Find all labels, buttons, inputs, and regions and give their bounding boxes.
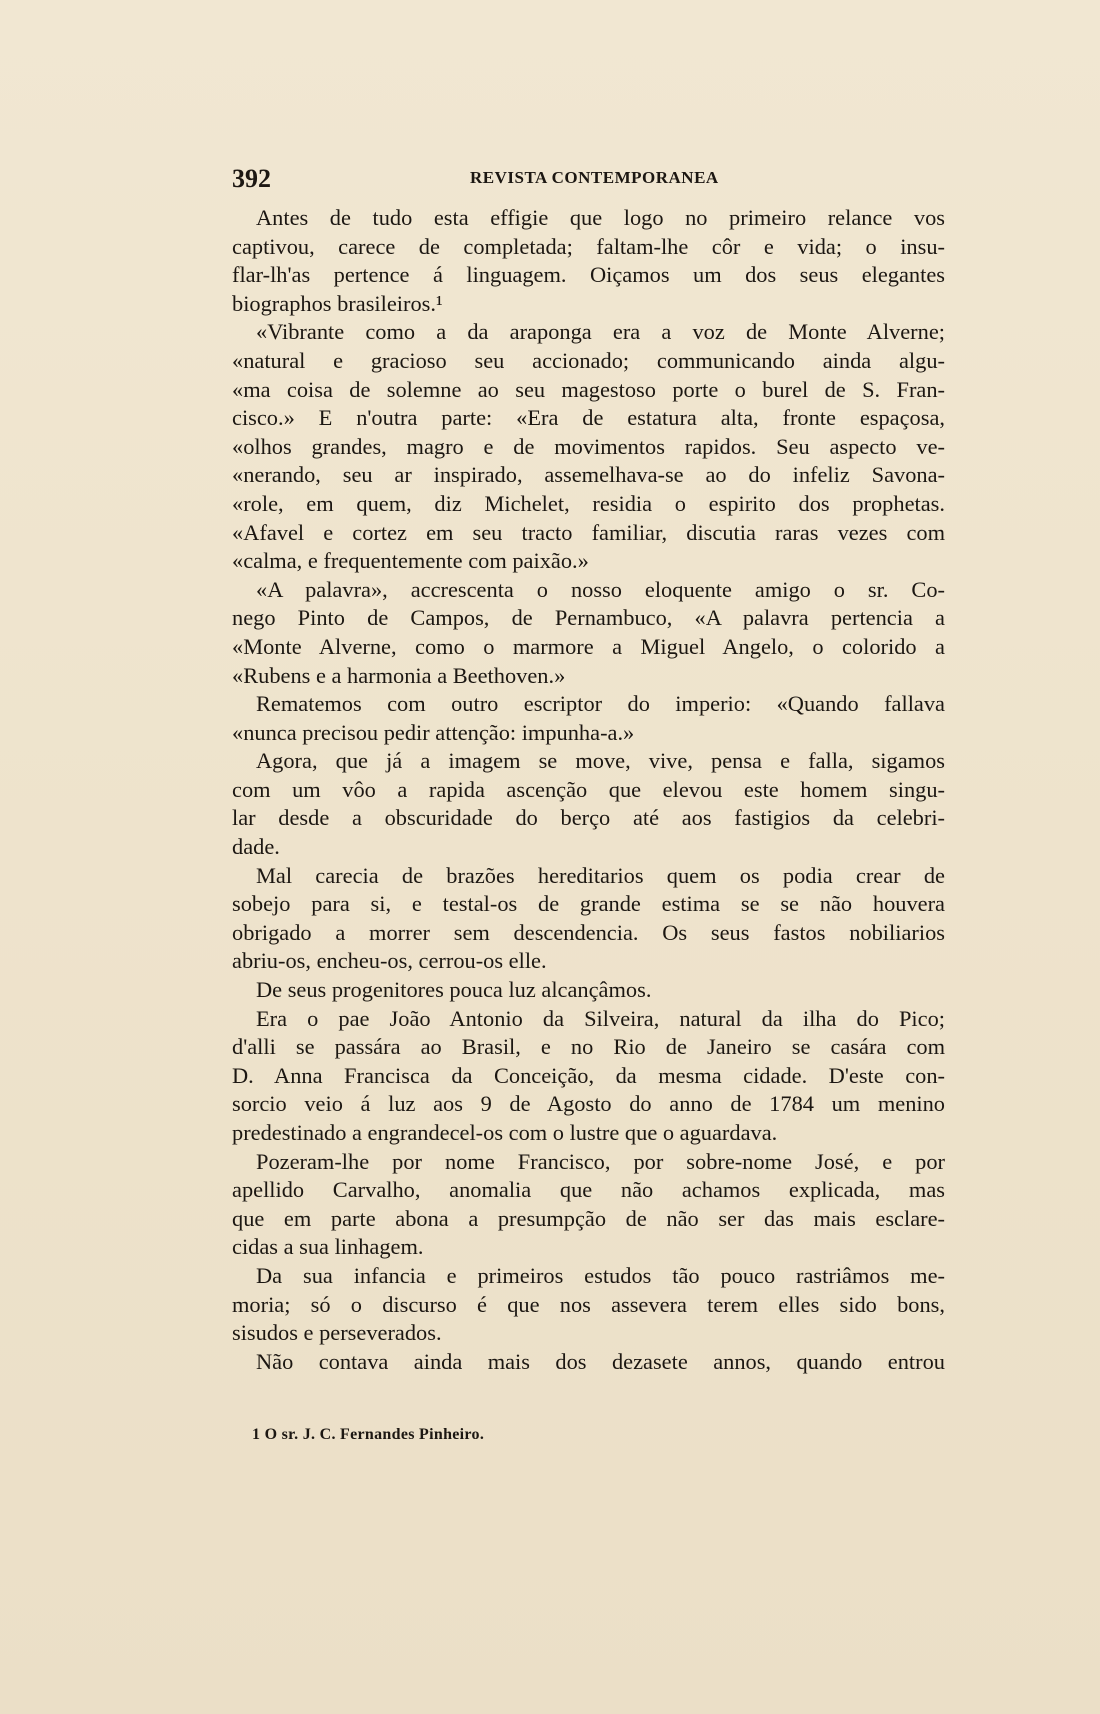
text-line: predestinado a engrandecel-os com o lustre que o aguardava. <box>232 1120 778 1145</box>
text-line: «Rubens e a harmonia a Beethoven.» <box>232 662 566 688</box>
page-number: 392 <box>232 164 271 193</box>
text-line: Era o pae João Antonio da Silveira, natural da ilha do Pico; <box>256 1005 945 1031</box>
text-line: «ma coisa de solemne ao seu magestoso porte o burel de S. Fran- <box>232 376 945 402</box>
text-line: «A palavra», accrescenta o nosso eloquente amigo o sr. Co- <box>256 576 945 602</box>
text-line: Da sua infancia e primeiros estudos tão pouco rastriâmos me- <box>256 1262 945 1288</box>
text-line: «nunca precisou pedir attenção: impunha-a.» <box>232 719 635 745</box>
text-line: De seus progenitores pouca luz alcançâmos. <box>256 977 652 1003</box>
text-line: «nerando, seu ar inspirado, assemelhava-se ao do infeliz Savona- <box>232 462 945 488</box>
text-line: Pozeram-lhe por nome Francisco, por sobre-nome José, e por <box>256 1148 945 1174</box>
text-line: «olhos grandes, magro e de movimentos rapidos. Seu aspecto ve- <box>232 433 945 459</box>
text-line: Antes de tudo esta effigie que logo no primeiro relance vos <box>256 205 945 230</box>
text-line: «Vibrante como a da araponga era a voz de Monte Alverne; <box>256 319 945 345</box>
text-line: lar desde a obscuridade do berço até aos fastigios da celebri- <box>232 805 945 831</box>
footnote: 1 O sr. J. C. Fernandes Pinheiro. <box>252 1426 485 1443</box>
text-line: Não contava ainda mais dos dezasete annos, quando entrou <box>256 1348 945 1374</box>
text-line: que em parte abona a presumpção de não ser das mais esclare- <box>232 1205 945 1231</box>
text-line: sisudos e perseverados. <box>232 1320 442 1346</box>
body-text <box>232 204 945 1376</box>
text-line: «Afavel e cortez em seu tracto familiar, discutia raras vezes com <box>232 519 945 545</box>
text-line: nego Pinto de Campos, de Pernambuco, «A palavra pertencia a <box>232 605 945 631</box>
text-line: com um vôo a rapida ascenção que elevou este homem singu- <box>232 776 945 802</box>
text-line: captivou, carece de completada; faltam-lhe côr e vida; o insu- <box>232 233 945 259</box>
text-line: flar-lh'as pertence á linguagem. Oiçamos um dos seus elegantes <box>232 262 945 288</box>
text-line: Agora, que já a imagem se move, vive, pensa e falla, sigamos <box>256 748 945 774</box>
text-line: dade. <box>232 834 280 860</box>
text-line: biographos brasileiros.¹ <box>232 290 443 316</box>
text-line: Rematemos com outro escriptor do imperio: «Quando fallava <box>256 691 945 717</box>
text-line: D. Anna Francisca da Conceição, da mesma cidade. D'este con- <box>232 1062 945 1088</box>
text-line: sorcio veio á luz aos 9 de Agosto do anno de 1784 um menino <box>232 1091 945 1117</box>
text-line: «role, em quem, diz Michelet, residia o espirito dos prophetas. <box>232 490 945 516</box>
text-line: «natural e gracioso seu accionado; communicando ainda algu- <box>232 347 945 373</box>
page-header <box>232 164 945 194</box>
text-line: «calma, e frequentemente com paixão.» <box>232 548 589 574</box>
text-line: obrigado a morrer sem descendencia. Os seus fastos nobiliarios <box>232 919 945 945</box>
text-line: apellido Carvalho, anomalia que não achamos explicada, mas <box>232 1177 945 1203</box>
text-line: Mal carecia de brazões hereditarios quem os podia crear de <box>256 862 945 888</box>
running-title: REVISTA CONTEMPORANEA <box>470 168 719 187</box>
text-line: cidas a sua linhagem. <box>232 1234 424 1260</box>
text-line: sobejo para si, e testal-os de grande estima se se não houvera <box>232 891 945 917</box>
text-line: moria; só o discurso é que nos assevera terem elles sido bons, <box>232 1291 945 1317</box>
text-line: d'alli se passára ao Brasil, e no Rio de Janeiro se casára com <box>232 1034 945 1060</box>
text-line: cisco.» E n'outra parte: «Era de estatura alta, fronte espaçosa, <box>232 405 945 431</box>
text-line: «Monte Alverne, como o marmore a Miguel Angelo, o colorido a <box>232 633 945 659</box>
text-line: abriu-os, encheu-os, cerrou-os elle. <box>232 948 547 974</box>
